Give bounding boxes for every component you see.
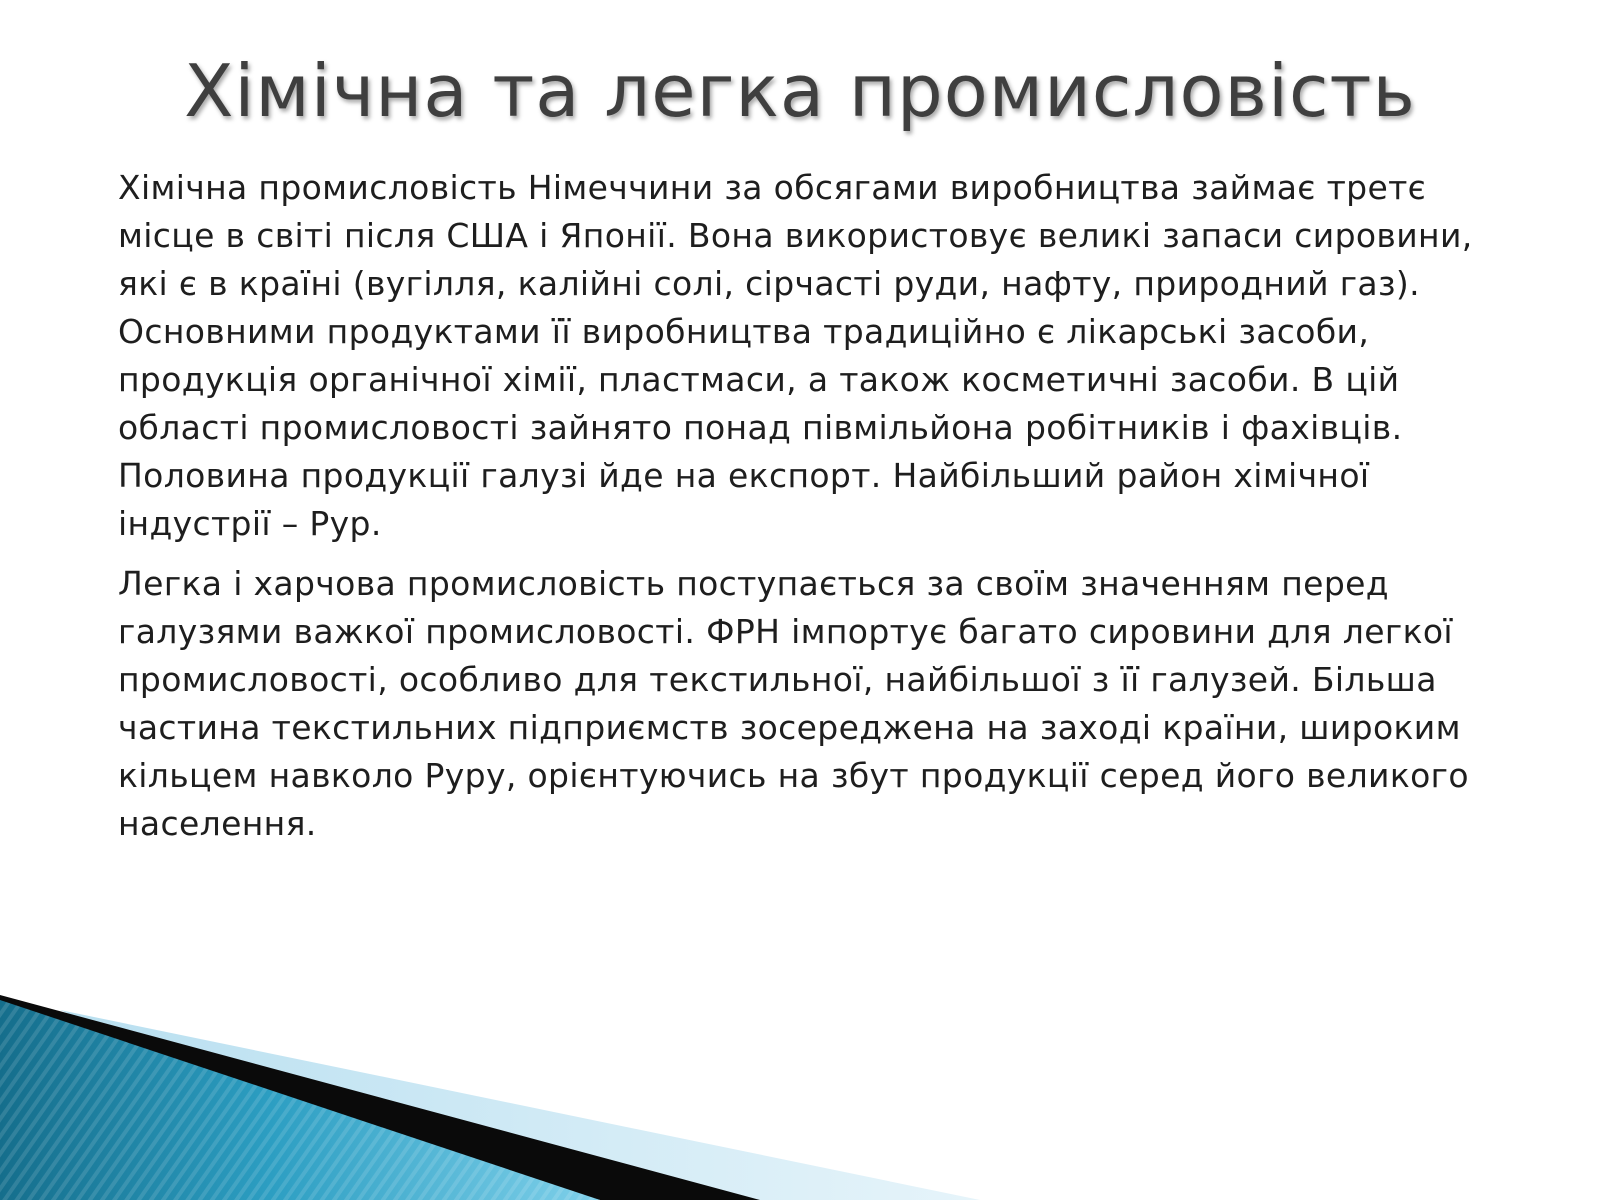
- teal-wedge-shape: [0, 1000, 600, 1200]
- slide-body: [118, 164, 1498, 860]
- slide-title: Хімічна та легка промисловість: [184, 49, 1416, 133]
- teal-stripes-overlay: [0, 1000, 600, 1200]
- black-swoosh-shape: [0, 995, 760, 1200]
- paragraph-light-industry: Легка і харчова промисловість поступається за своїм значенням перед галузями важкої промисловості. ФРН імпортує багато сировини для легкої промисловості, особливо для текстильної, найбільшої з її галузей. Більша частина текстильних підприємств зосереджена на заході країни, широким кільцем навколо Руру, орієнтуючись на збут продукції серед його великого населення.: [118, 564, 1469, 843]
- paragraph-chemical-industry: Хімічна промисловість Німеччини за обсягами виробництва займає третє місце в світі після США і Японії. Вона використовує великі запаси сировини, які є в країні (вугілля, калійні солі, сірчасті руди, нафту, природний газ). Основними продуктами її виробництва традиційно є лікарські засоби, продукція органічної хімії, пластмаси, а також косметичні засоби. В цій області промисловості зайнято понад півмільйона робітників і фахівців. Половина продукції галузі йде на експорт. Найбільший район хімічної індустрії – Рур.: [118, 168, 1473, 543]
- pale-wedge-shape: [60, 1010, 980, 1200]
